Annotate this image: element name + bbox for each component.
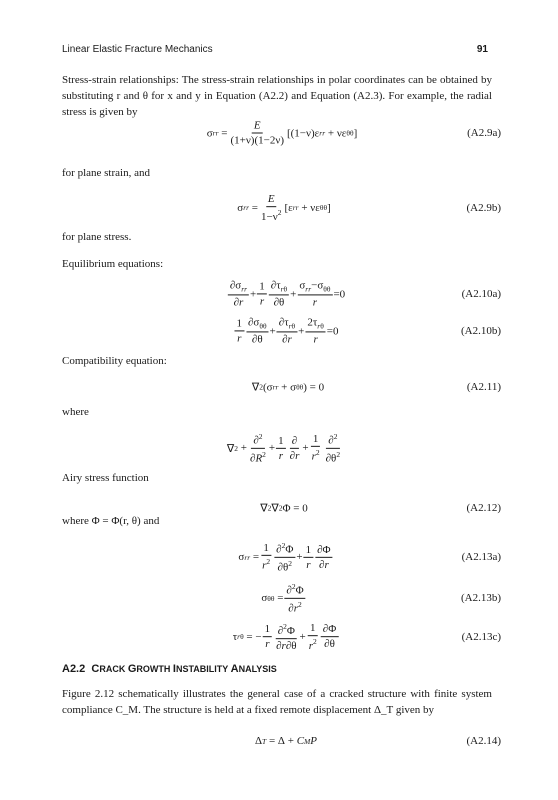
eq-number: (A2.11) bbox=[466, 381, 501, 393]
eq-number: (A2.12) bbox=[466, 502, 501, 514]
paragraph-stress-strain: Stress-strain relationships: The stress-strain relationships in polar coordinates can be obtained by substituting r and θ for x and y in Equation (A2.2) and Equation (A2.3). For example, the radial stress is given by bbox=[62, 74, 492, 118]
eq-number: (A2.10b) bbox=[460, 325, 501, 337]
eq-number: (A2.9a) bbox=[467, 127, 501, 139]
page-number: 91 bbox=[476, 44, 488, 55]
running-header bbox=[62, 44, 488, 55]
text-plane-stress: for plane stress. bbox=[62, 231, 132, 243]
section-heading: A2.2 CRACK GROWTH INSTABILITY ANALYSIS bbox=[62, 663, 277, 675]
text-where: where bbox=[62, 406, 89, 418]
paragraph-crack-growth: Figure 2.12 schematically illustrates the general case of a cracked structure with finite system compliance C_M. The structure is held at a fixed remote displacement Δ_T given by bbox=[62, 688, 492, 716]
eq-number: (A2.13c) bbox=[461, 631, 501, 643]
text-plane-strain: for plane strain, and bbox=[62, 167, 150, 179]
eq-number: (A2.14) bbox=[466, 735, 501, 747]
eq-number: (A2.13a) bbox=[461, 551, 501, 563]
text-equilibrium: Equilibrium equations: bbox=[62, 258, 164, 270]
text-where-phi: where Φ = Φ(r, θ) and bbox=[62, 515, 160, 527]
header-title: Linear Elastic Fracture Mechanics bbox=[62, 44, 213, 55]
text-compatibility: Compatibility equation: bbox=[62, 355, 167, 367]
text-airy: Airy stress function bbox=[62, 472, 149, 484]
eq-number: (A2.9b) bbox=[466, 202, 501, 214]
eq-number: (A2.10a) bbox=[461, 288, 501, 300]
eq-number: (A2.13b) bbox=[460, 592, 501, 604]
